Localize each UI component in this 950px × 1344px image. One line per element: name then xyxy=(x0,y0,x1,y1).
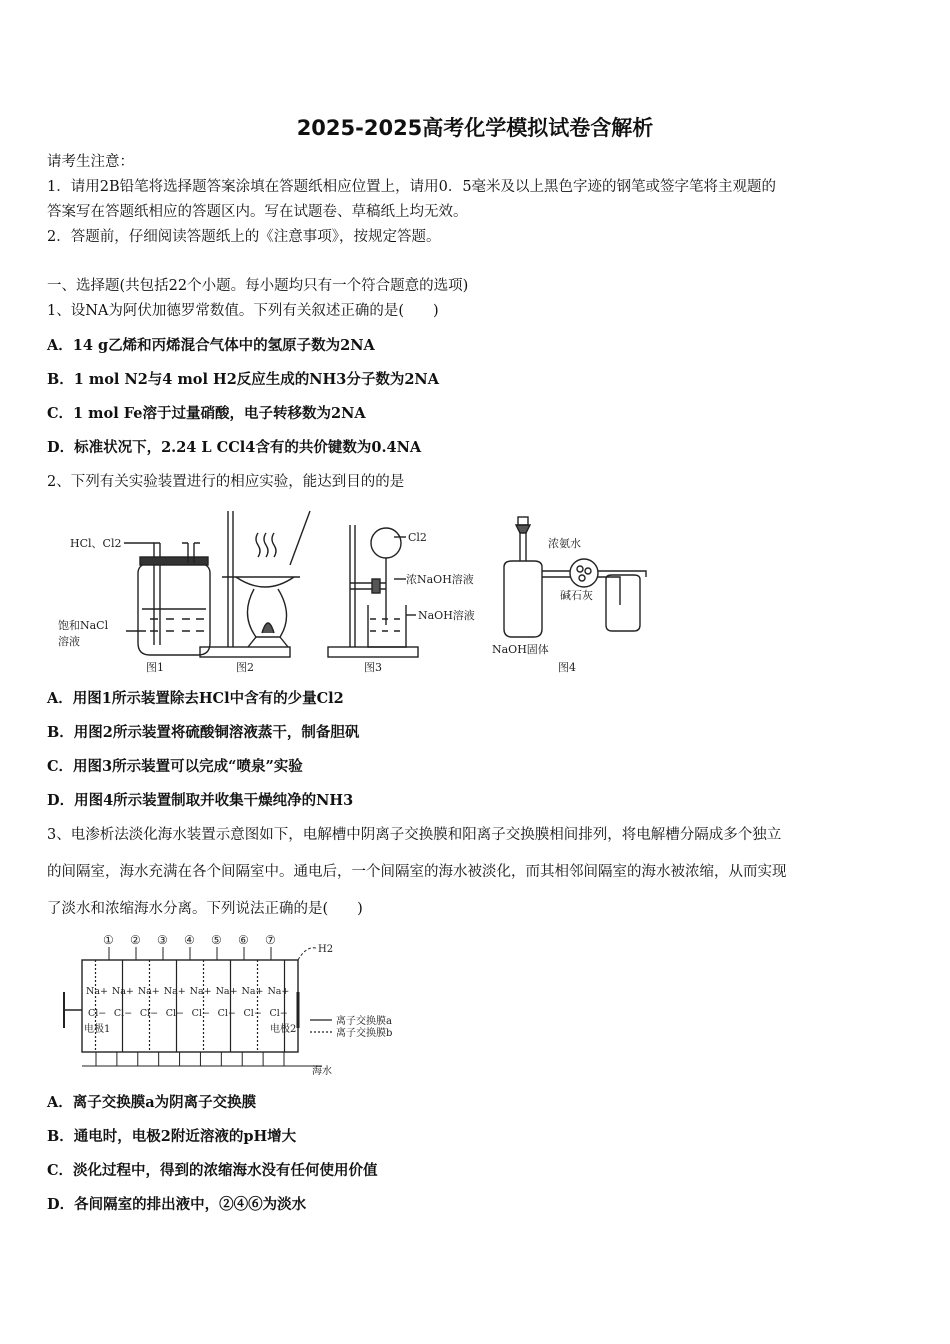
chamber-number: ② xyxy=(130,933,141,947)
sodium-ion-label: Na+ xyxy=(86,986,108,997)
notice-item-2: 2．答题前，仔细阅读答题纸上的《注意事项》，按规定答题。 xyxy=(47,229,441,245)
chamber-number: ③ xyxy=(157,933,168,947)
q1-option-a: A．14 g乙烯和丙烯混合气体中的氢原子数为2NA xyxy=(47,337,375,354)
chamber-number: ① xyxy=(103,933,114,947)
fig1-gas-label: HCl、Cl2 xyxy=(70,537,122,550)
chloride-ion-label: Cl− xyxy=(165,1008,185,1019)
seawater-label: 海水 xyxy=(312,1066,332,1077)
q1-option-d: D．标准状况下，2.24 L CCl4含有的共价键数为0.4NA xyxy=(47,439,422,456)
fig3-caption: 图3 xyxy=(364,661,382,674)
q1-stem: 1、设NA为阿伏加德罗常数值。下列有关叙述正确的是( ) xyxy=(47,303,439,319)
sodium-ion-label: Na+ xyxy=(111,986,134,997)
sodium-ion-label: Na+ xyxy=(241,986,264,997)
notice-item-1a: 1．请用2B铅笔将选择题答案涂填在答题纸相应位置上，请用0．5毫米及以上黑色字迹的钢笔或签字笔将主观题的 xyxy=(47,179,777,195)
fig3-conc-naoh-label: 浓NaOH溶液 xyxy=(406,573,474,586)
q3-option-d: D．各间隔室的排出液中，②④⑥为淡水 xyxy=(47,1196,307,1213)
sodium-ion-label: Na+ xyxy=(163,986,186,997)
chamber-number: ⑥ xyxy=(238,933,249,947)
fig1-liquid-label-1: 饱和NaCl xyxy=(58,619,109,632)
fig3-fountain xyxy=(328,525,418,657)
chamber-number: ④ xyxy=(184,933,195,947)
fig3-naoh-label: NaOH溶液 xyxy=(418,609,475,622)
q3-stem-1: 3、电渗析法淡化海水装置示意图如下，电解槽中阴离子交换膜和阳离子交换膜相间排列，将电解槽分隔成多个独立 xyxy=(47,827,782,843)
electrode-1-label: 电极1 xyxy=(84,1024,111,1035)
chloride-ion-label: Cl− xyxy=(217,1008,236,1019)
fig1-caption: 图1 xyxy=(146,661,164,674)
membrane-b-legend: 离子交换膜b xyxy=(336,1028,393,1039)
q2-option-b: B．用图2所示装置将硫酸铜溶液蒸干，制备胆矾 xyxy=(47,724,360,741)
q3-stem-2: 的间隔室，海水充满在各个间隔室中。通电后，一个间隔室的海水被淡化，而其相邻间隔室的海水被浓缩，从而实现 xyxy=(47,864,787,880)
q3-option-b: B．通电时，电极2附近溶液的pH增大 xyxy=(47,1128,297,1145)
chloride-ion-label: Cl− xyxy=(269,1008,288,1019)
fig4-caption: 图4 xyxy=(558,661,576,674)
sodium-ion-label: Na+ xyxy=(267,986,290,997)
fig4-soda-lime-label: 碱石灰 xyxy=(560,589,593,602)
fig3-cl2-label: Cl2 xyxy=(408,531,427,544)
fig2-evaporation xyxy=(200,511,310,657)
chloride-ion-label: Cl− xyxy=(88,1008,107,1019)
electrode-2-label: 电极2 xyxy=(270,1024,297,1035)
sodium-ion-label: Na+ xyxy=(215,986,238,997)
section-heading: 一、选择题(共包括22个小题。每小题均只有一个符合题意的选项) xyxy=(47,278,469,294)
fig4-naoh-solid-label: NaOH固体 xyxy=(492,643,549,656)
fig2-caption: 图2 xyxy=(236,661,254,674)
fig4-ammonia xyxy=(504,517,646,637)
sodium-ion-label: Na+ xyxy=(189,986,212,997)
q3-electrodialysis-figure xyxy=(60,932,420,1080)
q3-stem-3: 了淡水和浓缩海水分离。下列说法正确的是( ) xyxy=(47,901,363,917)
chloride-ion-label: Cl− xyxy=(191,1008,210,1019)
q3-option-a: A．离子交换膜a为阴离子交换膜 xyxy=(47,1094,257,1111)
membrane-a-legend: 离子交换膜a xyxy=(336,1016,392,1027)
q1-option-b: B．1 mol N2与4 mol H2反应生成的NH3分子数为2NA xyxy=(47,371,439,388)
chamber-number: ⑦ xyxy=(265,933,276,947)
chloride-ion-label: Cl− xyxy=(113,1008,133,1019)
page-title: 2025-2025高考化学模拟试卷含解析 xyxy=(296,116,654,140)
h2-label: H2 xyxy=(318,944,334,955)
chloride-ion-label: Cl− xyxy=(243,1008,262,1019)
q2-apparatus-figure xyxy=(50,505,660,677)
electrolytic-tank xyxy=(82,960,298,1052)
fig4-ammonia-label: 浓氨水 xyxy=(548,537,581,550)
q2-option-c: C．用图3所示装置可以完成“喷泉”实验 xyxy=(47,758,303,775)
q2-option-d: D．用图4所示装置制取并收集干燥纯净的NH3 xyxy=(47,792,354,809)
q2-stem: 2、下列有关实验装置进行的相应实验，能达到目的的是 xyxy=(47,474,405,490)
chamber-number: ⑤ xyxy=(211,933,222,947)
chloride-ion-label: Cl− xyxy=(139,1008,159,1019)
fig1-liquid-label-2: 溶液 xyxy=(58,635,80,648)
q1-option-c: C．1 mol Fe溶于过量硝酸，电子转移数为2NA xyxy=(47,405,366,422)
q2-option-a: A．用图1所示装置除去HCl中含有的少量Cl2 xyxy=(47,690,344,707)
sodium-ion-label: Na+ xyxy=(137,986,160,997)
notice-heading: 请考生注意： xyxy=(47,154,134,170)
notice-item-1b: 答案写在答题纸相应的答题区内。写在试题卷、草稿纸上均无效。 xyxy=(47,204,468,220)
q3-option-c: C．淡化过程中，得到的浓缩海水没有任何使用价值 xyxy=(47,1162,378,1179)
fig1-wash-bottle xyxy=(124,543,210,655)
